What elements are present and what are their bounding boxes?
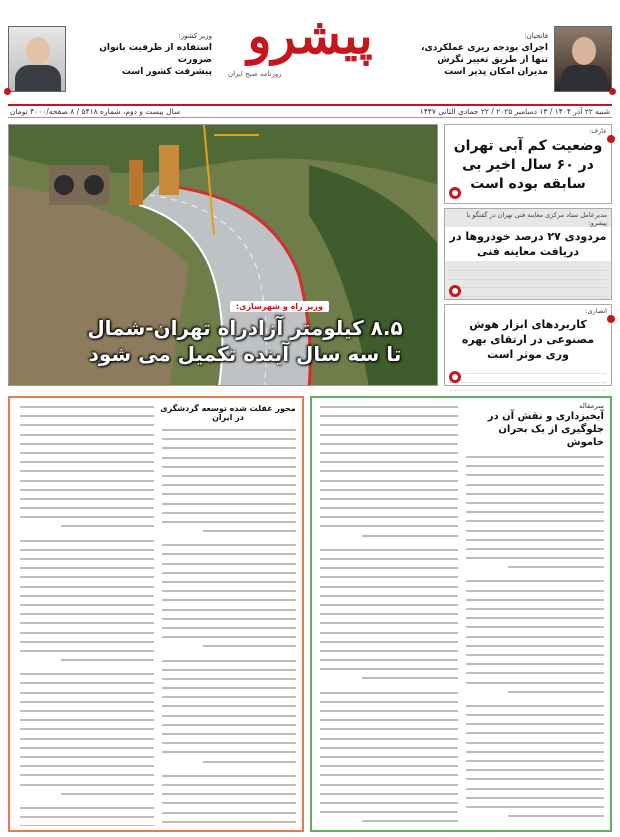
text-line bbox=[318, 494, 458, 503]
text-line bbox=[318, 485, 458, 494]
text-line bbox=[160, 425, 296, 434]
hero-story[interactable] bbox=[8, 124, 438, 386]
bullet-icon bbox=[4, 88, 11, 95]
text-line bbox=[160, 549, 296, 558]
text-line bbox=[18, 678, 154, 687]
text-line bbox=[160, 720, 296, 729]
teaser-line: تنها از طریق تغییر نگرش bbox=[437, 55, 548, 65]
bullet-icon bbox=[609, 88, 616, 95]
more-icon bbox=[449, 371, 461, 383]
text-line bbox=[464, 641, 604, 650]
text-line bbox=[464, 774, 604, 783]
teaser-kicker: وزیر کشور: bbox=[178, 32, 212, 40]
text-line bbox=[160, 757, 296, 766]
text-line bbox=[318, 664, 458, 673]
hero-headline-line: تا سه سال آینده تکمیل می شود bbox=[88, 342, 402, 366]
text-line bbox=[464, 489, 604, 498]
text-line bbox=[160, 692, 296, 701]
text-line bbox=[18, 637, 154, 646]
text-line bbox=[18, 688, 154, 697]
text-line bbox=[318, 591, 458, 600]
side-stories bbox=[444, 124, 612, 386]
text-line bbox=[318, 798, 458, 807]
text-line bbox=[18, 430, 154, 439]
text-line bbox=[18, 439, 154, 448]
editorial-body bbox=[318, 402, 458, 826]
text-line bbox=[160, 517, 296, 526]
text-line bbox=[18, 706, 154, 715]
story-kicker: انصاری: bbox=[585, 307, 607, 315]
text-line bbox=[18, 512, 154, 521]
text-line bbox=[318, 420, 458, 429]
text-line bbox=[318, 554, 458, 563]
text-line bbox=[18, 609, 154, 618]
text-line bbox=[318, 457, 458, 466]
text-line bbox=[160, 614, 296, 623]
text-line bbox=[18, 503, 154, 512]
newspaper-logo[interactable] bbox=[222, 4, 398, 94]
text-line bbox=[464, 516, 604, 525]
text-line bbox=[160, 605, 296, 614]
text-line bbox=[464, 452, 604, 461]
text-line bbox=[318, 697, 458, 706]
text-line bbox=[318, 637, 458, 646]
text-line bbox=[18, 402, 154, 411]
text-line bbox=[160, 453, 296, 462]
text-line bbox=[318, 402, 458, 411]
text-line bbox=[464, 738, 604, 747]
text-line bbox=[18, 743, 154, 752]
text-line bbox=[18, 697, 154, 706]
text-line bbox=[160, 808, 296, 817]
text-line bbox=[464, 461, 604, 470]
text-line bbox=[18, 600, 154, 609]
text-line bbox=[160, 499, 296, 508]
text-line bbox=[18, 715, 154, 724]
text-line bbox=[318, 476, 458, 485]
text-line bbox=[160, 568, 296, 577]
text-line bbox=[318, 628, 458, 637]
story-body bbox=[445, 261, 611, 301]
text-line bbox=[318, 430, 458, 439]
text-line bbox=[160, 595, 296, 604]
text-line bbox=[318, 618, 458, 627]
text-line bbox=[464, 719, 604, 728]
text-line bbox=[18, 466, 154, 475]
logo-subtitle: روزنامه صبح ایران bbox=[228, 70, 282, 78]
text-line bbox=[18, 780, 154, 789]
text-line bbox=[464, 595, 604, 604]
text-line bbox=[18, 618, 154, 627]
text-line bbox=[464, 659, 604, 668]
story-kicker: مدیرعامل ستاد مرکزی معاینه فنی تهران در گفتگو با پیشرو: bbox=[466, 211, 607, 227]
text-line bbox=[464, 622, 604, 631]
text-line bbox=[464, 825, 604, 826]
text-line bbox=[318, 503, 458, 512]
editorial-headline: آبخیزداری و نقش آن در جلوگیری از یک بحران خاموش bbox=[487, 411, 604, 448]
text-line bbox=[160, 623, 296, 632]
text-line bbox=[18, 646, 154, 655]
hero-kicker: وزیر راه و شهرسازی: bbox=[230, 301, 329, 312]
text-line bbox=[160, 798, 296, 807]
text-line bbox=[160, 526, 296, 535]
text-line bbox=[464, 586, 604, 595]
text-line bbox=[464, 802, 604, 811]
text-line bbox=[18, 494, 154, 503]
text-line bbox=[18, 734, 154, 743]
teaser-line: اجرای بودجه ریزی عملکردی، bbox=[421, 43, 548, 53]
text-line bbox=[318, 521, 458, 530]
text-line bbox=[464, 535, 604, 544]
story-headline: مردودی ۲۷ درصد خودروها در دریافت معاینه فنی bbox=[445, 227, 611, 261]
text-line bbox=[18, 655, 154, 664]
text-line bbox=[318, 743, 458, 752]
text-line bbox=[318, 512, 458, 521]
text-line bbox=[18, 724, 154, 733]
text-line bbox=[318, 563, 458, 572]
text-line bbox=[18, 536, 154, 545]
text-line bbox=[160, 771, 296, 780]
editorial-body bbox=[464, 452, 604, 826]
text-line bbox=[464, 632, 604, 641]
text-line bbox=[160, 489, 296, 498]
text-line bbox=[464, 687, 604, 696]
logo-text: پیشرو bbox=[247, 6, 373, 65]
text-line bbox=[160, 817, 296, 826]
story-ai-productivity[interactable] bbox=[444, 304, 612, 386]
text-line bbox=[318, 770, 458, 779]
tourism-article-box[interactable] bbox=[8, 396, 304, 832]
bullet-icon bbox=[607, 315, 615, 323]
text-line bbox=[318, 646, 458, 655]
text-line bbox=[160, 434, 296, 443]
text-line bbox=[160, 729, 296, 738]
issue-date: شنبه ۲۲ آذر ۱۴۰۴ / ۱۳ دسامبر ۲۰۲۵ / ۲۲ جمادی الثانی ۱۴۴۷ bbox=[419, 107, 610, 116]
tourism-body bbox=[160, 425, 296, 826]
text-line bbox=[464, 498, 604, 507]
text-line bbox=[18, 554, 154, 563]
text-line bbox=[464, 811, 604, 820]
text-line bbox=[18, 591, 154, 600]
text-line bbox=[160, 471, 296, 480]
text-line bbox=[318, 789, 458, 798]
text-line bbox=[18, 803, 154, 812]
text-line bbox=[464, 507, 604, 516]
text-line bbox=[160, 559, 296, 568]
text-line bbox=[464, 480, 604, 489]
text-line bbox=[318, 600, 458, 609]
lower-section bbox=[8, 396, 612, 832]
text-line bbox=[18, 752, 154, 761]
text-line bbox=[464, 728, 604, 737]
text-line bbox=[18, 563, 154, 572]
text-line bbox=[464, 747, 604, 756]
text-line bbox=[160, 586, 296, 595]
text-line bbox=[18, 420, 154, 429]
text-line bbox=[160, 674, 296, 683]
text-line bbox=[318, 655, 458, 664]
text-line bbox=[464, 701, 604, 710]
text-line bbox=[464, 710, 604, 719]
text-line bbox=[464, 613, 604, 622]
text-line bbox=[318, 688, 458, 697]
text-line bbox=[18, 545, 154, 554]
tourism-column-right bbox=[160, 402, 296, 826]
text-line bbox=[318, 673, 458, 682]
story-body bbox=[445, 364, 611, 395]
text-line bbox=[464, 793, 604, 802]
tourism-column-left bbox=[18, 402, 154, 826]
dateline-bar bbox=[8, 104, 612, 118]
text-line bbox=[18, 770, 154, 779]
text-line bbox=[160, 747, 296, 756]
text-line bbox=[318, 531, 458, 540]
text-line bbox=[464, 668, 604, 677]
text-line bbox=[318, 572, 458, 581]
text-line bbox=[318, 724, 458, 733]
text-line bbox=[318, 780, 458, 789]
text-line bbox=[18, 628, 154, 637]
text-line bbox=[464, 544, 604, 553]
text-line bbox=[160, 683, 296, 692]
text-line bbox=[18, 582, 154, 591]
text-line bbox=[18, 821, 154, 826]
text-line bbox=[160, 632, 296, 641]
text-line bbox=[160, 641, 296, 650]
text-line bbox=[464, 526, 604, 535]
hero-headline bbox=[65, 315, 425, 367]
text-line bbox=[18, 669, 154, 678]
text-line bbox=[160, 711, 296, 720]
masthead bbox=[0, 0, 620, 100]
text-line bbox=[160, 508, 296, 517]
teaser-line: مدیران امکان پذیر است bbox=[444, 67, 548, 77]
editorial-column-right bbox=[464, 402, 604, 826]
minister-portrait-photo[interactable] bbox=[8, 26, 66, 92]
text-line bbox=[160, 480, 296, 489]
text-line bbox=[18, 521, 154, 530]
story-tehran-water[interactable] bbox=[444, 124, 612, 204]
editorial-column-left bbox=[318, 402, 458, 826]
text-line bbox=[160, 780, 296, 789]
text-line bbox=[318, 734, 458, 743]
text-line bbox=[160, 701, 296, 710]
text-line bbox=[464, 765, 604, 774]
text-line bbox=[160, 789, 296, 798]
text-line bbox=[318, 582, 458, 591]
text-line bbox=[160, 577, 296, 586]
story-inspection[interactable] bbox=[444, 208, 612, 300]
text-line bbox=[318, 752, 458, 761]
text-line bbox=[318, 439, 458, 448]
text-line bbox=[18, 485, 154, 494]
text-line bbox=[318, 816, 458, 825]
issue-number: سال بیست و دوم، شماره ۵۴۱۸ / ۸ صفحه/۴۰۰۰ تومان bbox=[10, 107, 181, 116]
text-line bbox=[464, 784, 604, 793]
text-line bbox=[160, 656, 296, 665]
text-line bbox=[160, 443, 296, 452]
text-line bbox=[464, 470, 604, 479]
text-line bbox=[318, 807, 458, 816]
text-line bbox=[464, 576, 604, 585]
more-icon bbox=[449, 285, 461, 297]
more-icon bbox=[449, 187, 461, 199]
text-line bbox=[464, 562, 604, 571]
text-line bbox=[18, 448, 154, 457]
text-line bbox=[464, 678, 604, 687]
teaser-kicker: فاتحیان: bbox=[524, 32, 548, 40]
tourism-body bbox=[18, 402, 154, 826]
text-line bbox=[18, 572, 154, 581]
text-line bbox=[464, 650, 604, 659]
teaser-line: استفاده از ظرفیت بانوان ضرورت bbox=[99, 43, 212, 65]
teaser-fatehian[interactable] bbox=[408, 30, 548, 78]
text-line bbox=[160, 738, 296, 747]
text-line bbox=[18, 789, 154, 798]
bullet-icon bbox=[607, 135, 615, 143]
text-line bbox=[464, 604, 604, 613]
tourism-subheading: محور غفلت شده توسعه گردشگری در ایران bbox=[160, 404, 296, 422]
text-line bbox=[318, 715, 458, 724]
text-line bbox=[18, 812, 154, 821]
hero-headline-line: ۸.۵ کیلومتر آزادراه تهران-شمال bbox=[87, 316, 403, 340]
text-line bbox=[18, 457, 154, 466]
story-headline: کاربردهای ابزار هوش مصنوعی در ارتقای بهره وری موثر است bbox=[461, 318, 595, 361]
story-headline: وضعیت کم آبی تهران در ۶۰ سال اخیر بی سابقه بوده است bbox=[453, 138, 603, 192]
editorial-kicker: سرمقاله bbox=[578, 402, 604, 410]
text-line bbox=[318, 411, 458, 420]
teaser-line: پیشرفت کشور است bbox=[121, 67, 212, 77]
text-line bbox=[318, 448, 458, 457]
text-line bbox=[318, 761, 458, 770]
text-line bbox=[318, 609, 458, 618]
official-portrait-photo[interactable] bbox=[554, 26, 612, 92]
text-line bbox=[160, 665, 296, 674]
text-line bbox=[464, 553, 604, 562]
text-line bbox=[18, 411, 154, 420]
text-line bbox=[160, 540, 296, 549]
editorial-box[interactable] bbox=[310, 396, 612, 832]
text-line bbox=[160, 462, 296, 471]
text-line bbox=[18, 476, 154, 485]
text-line bbox=[318, 706, 458, 715]
text-line bbox=[318, 545, 458, 554]
text-line bbox=[18, 761, 154, 770]
text-line bbox=[318, 466, 458, 475]
teaser-interior-minister[interactable] bbox=[72, 30, 212, 78]
text-line bbox=[464, 756, 604, 765]
story-kicker: عارف: bbox=[589, 127, 607, 135]
